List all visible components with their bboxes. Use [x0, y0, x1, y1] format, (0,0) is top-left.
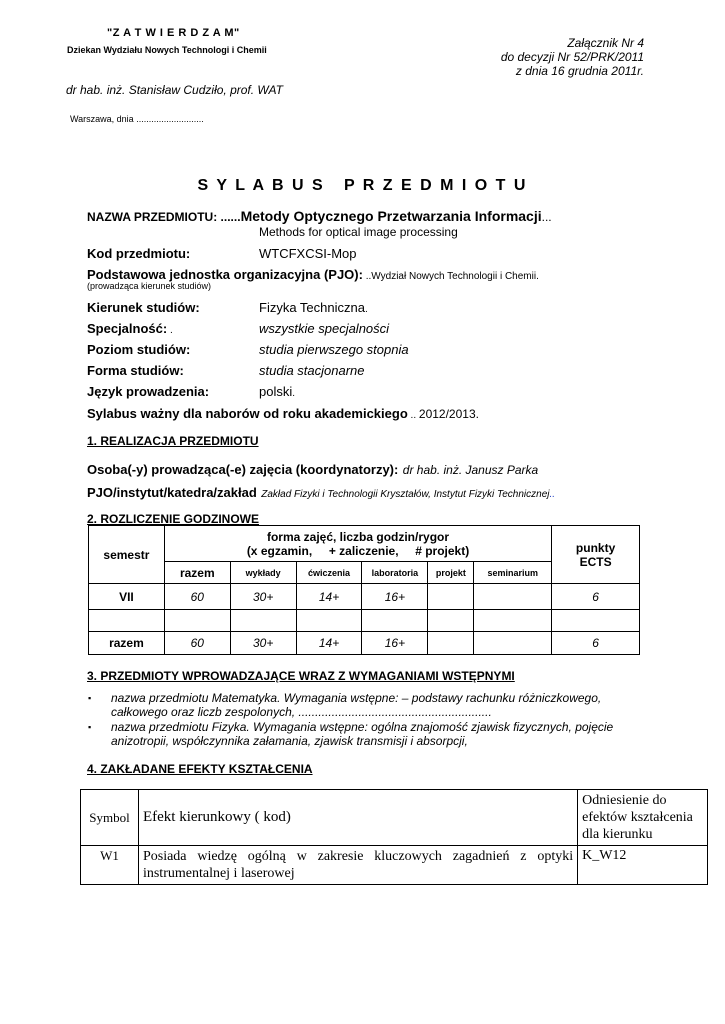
col-effect: Efekt kierunkowy ( kod)	[138, 790, 577, 846]
ects-header-line-2: ECTS	[579, 554, 612, 569]
attachment-line-1: Załącznik Nr 4	[567, 36, 644, 50]
coordinator-row	[87, 461, 538, 479]
form-label: Forma studiów:	[87, 363, 184, 378]
lang-label: Język prowadzenia:	[87, 384, 210, 399]
spec-label: Specjalność:	[87, 321, 168, 336]
dean-name: dr hab. inż. Stanisław Cudziło, prof. WAT	[66, 83, 283, 97]
col-laboratoria: laboratoria	[362, 562, 428, 584]
code-label: Kod przedmiotu:	[87, 246, 191, 261]
cell-projekt	[428, 632, 474, 655]
lang-dot: .	[292, 388, 296, 399]
table-row-empty	[89, 610, 640, 632]
approval-heading: "Z A T W I E R D Z A M"	[107, 27, 240, 39]
bullet-icon: ▪	[88, 722, 92, 732]
col-reference: Odniesienie do efektów kształcenia dla kierunku	[578, 790, 708, 846]
table-row-total	[89, 632, 640, 655]
hours-table	[88, 525, 640, 655]
cell-razem: 60	[164, 584, 230, 610]
cell-wyklady: 30+	[230, 584, 296, 610]
ects-header	[552, 526, 640, 584]
valid-dots: ..	[407, 410, 419, 421]
coordinator-label: Osoba(-y) prowadząca(-e) zajęcia (koordynatorzy):	[87, 462, 399, 477]
lang-value: polski	[259, 384, 293, 399]
pjo-label: Podstawowa jednostka organizacyjna (PJO):	[87, 267, 363, 282]
cell-ects: 6	[552, 584, 640, 610]
unit-row	[87, 484, 555, 502]
table-row	[81, 846, 708, 885]
cell-laboratoria: 16+	[362, 584, 428, 610]
cell-sem: VII	[89, 584, 165, 610]
level-label: Poziom studiów:	[87, 342, 191, 357]
cell-ects: 6	[552, 632, 640, 655]
valid-row	[87, 405, 479, 423]
cell-seminarium	[474, 632, 552, 655]
section-1-heading: 1. REALIZACJA PRZEDMIOTU	[87, 434, 259, 448]
course-name-dots: ......	[217, 210, 241, 224]
cell-symbol: W1	[81, 846, 139, 885]
effects-table	[80, 789, 708, 885]
direction-value: Fizyka Techniczna	[259, 300, 365, 315]
course-name-en: Methods for optical image processing	[259, 225, 458, 239]
course-name-value: Metody Optycznego Przetwarzania Informacji	[240, 208, 542, 224]
lang-row	[259, 384, 295, 399]
page-title: S Y L A B U S P R Z E D M I O T U	[197, 177, 528, 194]
course-name-trail: ...	[541, 210, 552, 224]
valid-label: Sylabus ważny dla naborów od roku akademickiego	[87, 406, 408, 421]
list-item	[88, 691, 648, 719]
pjo-value: ..Wydział Nowych Technologii i Chemii.	[362, 271, 539, 282]
form-value: studia stacjonarne	[259, 363, 365, 378]
direction-label: Kierunek studiów:	[87, 300, 200, 315]
cell-laboratoria: 16+	[362, 632, 428, 655]
direction-dot: .	[364, 304, 368, 315]
cell-cwiczenia: 14+	[296, 584, 362, 610]
course-name-label: NAZWA PRZEDMIOTU:	[87, 210, 218, 224]
spec-value: wszystkie specjalności	[259, 321, 390, 336]
cell-sem: razem	[89, 632, 165, 655]
cell-seminarium	[474, 584, 552, 610]
course-name-row	[87, 208, 552, 226]
code-value: WTCFXCSI-Mop	[259, 246, 357, 261]
cell-projekt	[428, 584, 474, 610]
col-razem: razem	[164, 562, 230, 584]
col-seminarium: seminarium	[474, 562, 552, 584]
cell-effect: Posiada wiedzę ogólną w zakresie kluczowych zagadnień z optyki instrumentalnej i laserowej	[138, 846, 577, 885]
dean-title: Dziekan Wydziału Nowych Technologi i Chemii	[67, 45, 267, 55]
unit-dots: ..	[549, 489, 556, 500]
section-4-heading: 4. ZAKŁADANE EFEKTY KSZTAŁCENIA	[87, 762, 313, 776]
form-header-line-1: forma zajęć, liczba godzin/rygor	[266, 529, 450, 544]
form-header	[164, 526, 551, 562]
spec-dot: .	[167, 325, 173, 336]
table-row	[89, 584, 640, 610]
cell-razem: 60	[164, 632, 230, 655]
col-symbol: Symbol	[81, 790, 139, 846]
section-2-heading: 2. ROZLICZENIE GODZINOWE	[87, 512, 260, 526]
cell-cwiczenia: 14+	[296, 632, 362, 655]
list-item-text: nazwa przedmiotu Fizyka. Wymagania wstępne: ogólna znajomość zjawisk fizycznych, pojęcie anizotropii, współczynnika załamania, zjawisk transmisji i absorpcji,	[111, 720, 614, 748]
coordinator-value: dr hab. inż. Janusz Parka	[402, 463, 539, 477]
attachment-note	[501, 36, 644, 78]
col-cwiczenia: ćwiczenia	[296, 562, 362, 584]
cell-reference: K_W12	[578, 846, 708, 885]
col-wyklady: wykłady	[230, 562, 296, 584]
attachment-line-2: do decyzji Nr 52/PRK/2011	[500, 50, 644, 64]
section-3-heading: 3. PRZEDMIOTY WPROWADZAJĄCE WRAZ Z WYMAGANIAMI WSTĘPNYMI	[87, 669, 515, 683]
form-header-line-2: (x egzamin, + zaliczenie, # projekt)	[246, 543, 470, 558]
valid-value: 2012/2013.	[418, 407, 479, 421]
unit-value: Zakład Fizyki i Technologii Kryształów, Instytut Fizyki Technicznej	[261, 489, 550, 500]
spec-label-row	[87, 321, 173, 336]
col-projekt: projekt	[428, 562, 474, 584]
list-item-text: nazwa przedmiotu Matematyka. Wymagania wstępne: – podstawy rachunku różniczkowego, całkowego oraz liczb zespolonych, ..........................................................	[111, 691, 602, 719]
pjo-note: (prowadząca kierunek studiów)	[87, 281, 212, 291]
place-date: Warszawa, dnia ...........................	[70, 114, 204, 124]
bullet-icon: ▪	[88, 693, 92, 703]
direction-row	[259, 300, 368, 315]
prerequisites-list	[88, 691, 648, 749]
level-value: studia pierwszego stopnia	[259, 342, 409, 357]
unit-label: PJO/instytut/katedra/zakład	[87, 485, 257, 500]
list-item	[88, 720, 648, 748]
ects-header-line-1: punkty	[575, 540, 616, 555]
attachment-line-3: z dnia 16 grudnia 2011r.	[515, 64, 644, 78]
semester-header: semestr	[89, 526, 165, 584]
cell-wyklady: 30+	[230, 632, 296, 655]
